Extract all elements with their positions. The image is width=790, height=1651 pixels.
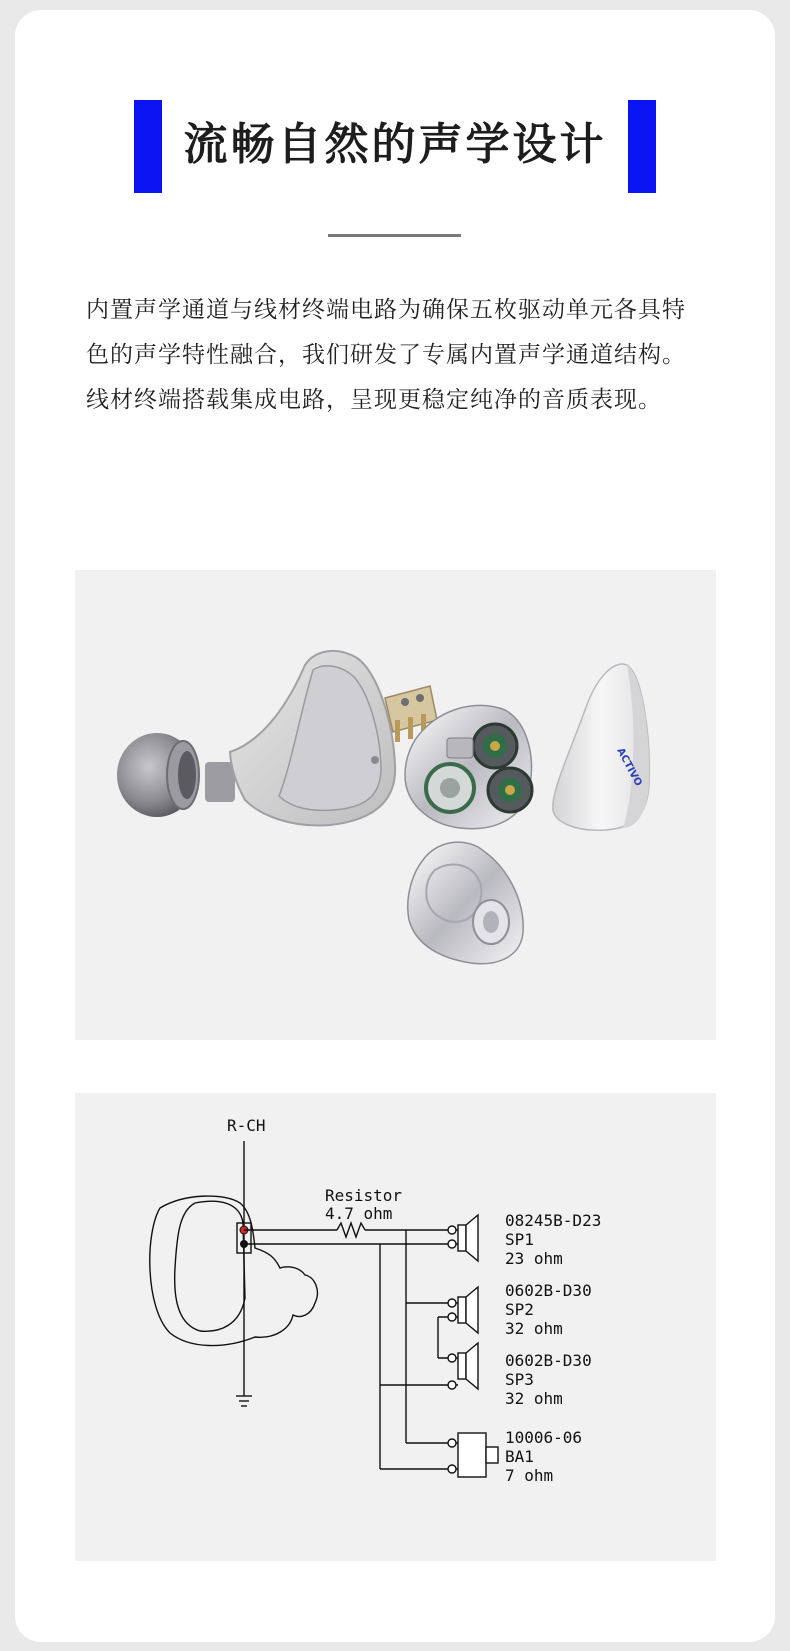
resistor-value: 4.7 ohm: [325, 1204, 393, 1223]
speaker-sp3-icon: [448, 1343, 478, 1389]
section-header: [0, 90, 790, 194]
sp1-model: 08245B-D23: [505, 1211, 602, 1230]
title-divider: [328, 234, 461, 237]
speaker-sp1-icon: [448, 1215, 478, 1261]
sp2-id: SP2: [505, 1300, 534, 1319]
exploded-view-illustration: [75, 570, 716, 1040]
circuit-schematic: [75, 1093, 716, 1561]
speaker-sp2-icon: [448, 1287, 478, 1333]
exploded-view-panel: [75, 570, 716, 1040]
faceplate-icon: [553, 664, 649, 830]
acoustic-chamber-icon: [408, 842, 523, 964]
sp3-model: 0602B-D30: [505, 1351, 592, 1370]
ear-tip-icon: [117, 733, 199, 817]
ba1-model: 10006-06: [505, 1428, 583, 1447]
sp2-impedance: 32 ohm: [505, 1319, 563, 1338]
inner-shell-icon: [205, 651, 395, 825]
resistor-label: Resistor: [325, 1186, 403, 1205]
title-accent-bar-right: [628, 100, 656, 193]
ba1-impedance: 7 ohm: [505, 1466, 554, 1485]
sp1-id: SP1: [505, 1230, 534, 1249]
title-accent-bar-left: [134, 100, 162, 193]
sp2-model: 0602B-D30: [505, 1281, 592, 1300]
balanced-armature-ba1-icon: [448, 1433, 498, 1477]
brand-logo: ACTIVO: [614, 746, 644, 789]
ba1-id: BA1: [505, 1447, 534, 1466]
section-description: 内置声学通道与线材终端电路为确保五枚驱动单元各具特色的声学特性融合，我们研发了专属内置声学通道结构。线材终端搭载集成电路，呈现更稳定纯净的音质表现。: [86, 297, 686, 413]
channel-label: R-CH: [227, 1116, 266, 1135]
sp1-impedance: 23 ohm: [505, 1249, 563, 1268]
sp3-impedance: 32 ohm: [505, 1389, 563, 1408]
circuit-schematic-panel: [75, 1093, 716, 1561]
sp3-id: SP3: [505, 1370, 534, 1389]
section-title: 流畅自然的声学设计: [183, 119, 607, 170]
